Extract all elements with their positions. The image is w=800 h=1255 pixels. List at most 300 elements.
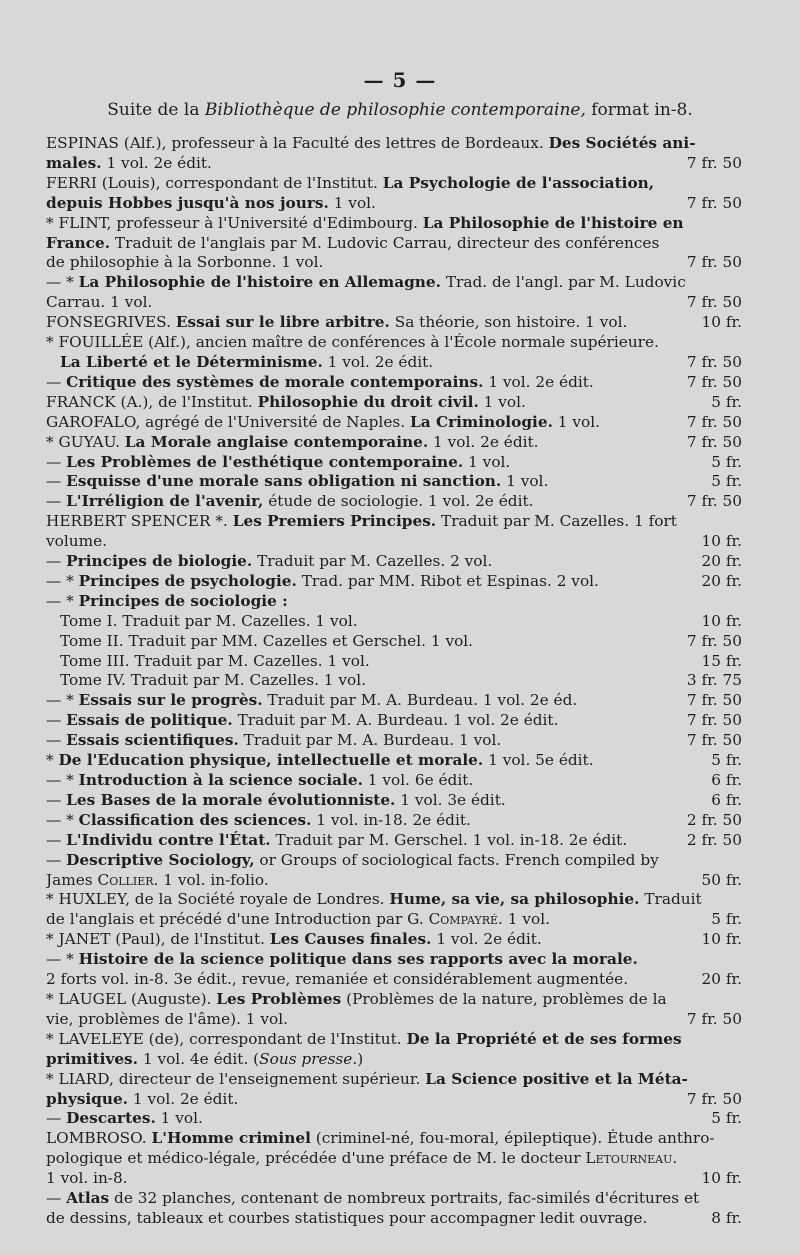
entry-text-part: 1 vol. [501, 472, 549, 491]
price: 20 fr. [701, 552, 742, 571]
entry-line [46, 1189, 742, 1209]
entry-text-part: * FOUILLÉE (Alf.), ancien maître de conférences à l'École normale supérieure. [46, 333, 659, 352]
price: 8 fr. [711, 1208, 742, 1227]
entry-line [46, 1090, 742, 1110]
price: 7 fr. 50 [686, 352, 742, 371]
entry-line [46, 632, 742, 652]
price: 7 fr. 50 [686, 253, 742, 272]
book-title: La Philosophie de l'histoire en Allemagne. [78, 273, 441, 292]
entry-text [46, 1189, 742, 1209]
entry-text-part: — [46, 711, 67, 730]
entry-text-part: 1 vol. 4e édit. ( [138, 1049, 260, 1068]
price: 5 fr. [711, 452, 742, 471]
book-title: Hume, sa vie, sa philosophie. [389, 890, 640, 909]
book-title: Essais scientifiques. [66, 731, 239, 750]
entry-text [46, 154, 681, 174]
entry-text [46, 851, 742, 871]
book-title: Principes de biologie. [66, 552, 253, 571]
price: 20 fr. [701, 571, 742, 590]
entry-text-part: 1 vol. 2e édit. [128, 1089, 239, 1108]
book-title: Les Problèmes de l'esthétique contemporaine. [66, 452, 464, 471]
entry-line [46, 592, 742, 612]
entry-line [46, 751, 742, 771]
entry-text-part: Traduit par M. Gerschel. 1 vol. in-18. 2e édit. [270, 830, 628, 849]
entry-text-part: Sous presse. [259, 1049, 358, 1068]
entry-text [46, 990, 742, 1010]
entry-text-part: vie, problèmes de l'âme). 1 vol. [46, 1009, 289, 1028]
catalogue-entry [46, 831, 742, 851]
entry-text-part: . 1 vol. in-folio. [153, 870, 269, 889]
book-title: Des Sociétés ani- [548, 134, 696, 152]
book-title: De l'Education physique, intellectuelle et morale. [58, 751, 484, 770]
entry-text-part: — [46, 452, 67, 471]
book-title: L'Irréligion de l'avenir, [66, 492, 264, 511]
entry-text-part: Trad. par MM. Ribot et Espinas. 2 vol. [296, 571, 599, 590]
book-title: Atlas [66, 1189, 110, 1208]
book-title: Introduction à la science sociale. [78, 771, 363, 789]
book-title: La Philosophie de l'histoire en [422, 213, 684, 232]
subtitle-after: format in-8. [585, 100, 693, 120]
entry-text-part: — [46, 850, 67, 869]
entry-line [46, 771, 742, 791]
entry-text-part: pologique et médico-légale, précédée d'une préface de M. le docteur [46, 1149, 586, 1168]
entry-text [46, 313, 696, 333]
entry-line [46, 711, 742, 731]
entry-text-part: Carrau. 1 vol. [46, 293, 153, 312]
entry-text-part: * FLINT, professeur à l'Université d'Edimbourg. [46, 213, 423, 232]
book-title: Les Premiers Principes. [232, 512, 437, 531]
price: 7 fr. 50 [686, 631, 742, 650]
entry-line [46, 1010, 742, 1030]
entry-text-part: Traduit par M. A. Burdeau. 1 vol. [238, 731, 502, 750]
entry-text [60, 652, 696, 672]
entry-text-part: — [46, 1189, 67, 1208]
entry-text [60, 353, 681, 373]
entry-text-part: Traduit par M. A. Burdeau. 1 vol. 2e édit. [232, 711, 559, 730]
entry-text [46, 453, 705, 473]
book-title: Les Problèmes [216, 989, 342, 1008]
catalogue-entry [46, 413, 742, 433]
entry-text [46, 811, 681, 831]
entry-text [46, 1109, 705, 1129]
book-title: La Psychologie de l'association, [382, 173, 655, 192]
entry-text [46, 711, 681, 731]
entry-text-part: ESPINAS (Alf.), professeur à la Faculté des lettres de Bordeaux. [46, 134, 549, 152]
author-name: Collier [97, 870, 154, 889]
entry-line [46, 273, 742, 293]
entry-text [46, 1050, 742, 1070]
price: 7 fr. 50 [686, 193, 742, 212]
entry-text-part: — * [46, 273, 79, 292]
entry-text [46, 472, 705, 492]
price: 6 fr. [711, 771, 742, 789]
catalogue-entry [46, 930, 742, 950]
price: 7 fr. 50 [686, 691, 742, 710]
entry-line [46, 492, 742, 512]
catalogue-entry [46, 890, 742, 930]
book-title: depuis Hobbes jusqu'à nos jours. [46, 193, 329, 212]
price: 7 fr. 50 [686, 1009, 742, 1028]
catalogue-entry [46, 492, 742, 512]
price: 7 fr. 50 [686, 293, 742, 312]
entry-text [46, 293, 681, 313]
book-title: La Morale anglaise contemporaine. [124, 432, 429, 451]
entry-line [46, 731, 742, 751]
catalogue-entry [46, 453, 742, 473]
entry-line [46, 1209, 742, 1229]
price: 10 fr. [701, 930, 742, 949]
entry-line [46, 1070, 742, 1090]
entry-text [46, 393, 705, 413]
entry-line [46, 970, 742, 990]
entry-text [46, 1169, 696, 1189]
entry-line [46, 194, 742, 214]
book-title: males. [46, 153, 102, 172]
entry-text-part: 1 vol. 2e édit. [431, 930, 542, 949]
catalogue-entry [46, 572, 742, 592]
entry-line [46, 134, 742, 154]
entry-text-part: * LAVELEYE (de), correspondant de l'Institut. [46, 1029, 407, 1048]
entry-line [46, 253, 742, 273]
entry-line [46, 234, 742, 254]
catalogue-entry [46, 592, 742, 692]
entry-text-part: 1 vol. 5e édit. [483, 751, 594, 770]
entry-text-part: — * [46, 950, 79, 969]
page-subtitle [0, 100, 800, 120]
entry-line [46, 433, 742, 453]
price: 5 fr. [711, 751, 742, 770]
catalogue-entry [46, 990, 742, 1030]
catalogue-entry [46, 214, 742, 274]
entry-text-part: 1 vol. 2e édit. [322, 352, 434, 371]
entry-text-part: Traduit [639, 890, 702, 909]
entry-text-part: (criminel-né, fou-moral, épileptique). Étude anthro- [310, 1129, 715, 1148]
entry-text-part: 1 vol. 2e édit. [101, 153, 212, 172]
entry-line [46, 612, 742, 632]
entry-text-part: — * [46, 591, 79, 610]
entry-line [46, 1109, 742, 1129]
entry-line [46, 413, 742, 433]
book-title: La Criminologie. [409, 412, 553, 431]
book-title: physique. [46, 1089, 129, 1108]
entry-line [46, 154, 742, 174]
entry-text-part: Traduit par M. A. Burdeau. 1 vol. 2e éd. [262, 691, 578, 710]
entry-text-part: — * [46, 810, 79, 829]
subtitle-series-title: Bibliothèque de philosophie contemporaine, [204, 100, 586, 120]
entry-text [46, 1149, 742, 1169]
catalogue-entry [46, 771, 742, 791]
entry-line [46, 851, 742, 871]
entry-text-part: — [46, 731, 67, 750]
entry-text [46, 1010, 681, 1030]
entry-line [46, 910, 742, 930]
entry-text-part: — [46, 492, 67, 511]
entry-text-part: volume. [46, 532, 108, 551]
entry-text-part: Traduit par M. Cazelles. 1 fort [436, 512, 677, 531]
subtitle-before: Suite de la [107, 100, 205, 120]
entry-text [60, 671, 681, 691]
catalogue-entry [46, 512, 742, 552]
entry-text-part: (Problèmes de la nature, problèmes de la [341, 989, 667, 1008]
entry-text [46, 512, 742, 532]
entry-text-part: FONSEGRIVES. [46, 313, 176, 332]
entry-text [46, 234, 742, 254]
entry-text-part: Sa théorie, son histoire. 1 vol. [389, 313, 628, 332]
entry-text-part: 1 vol. 2e édit. [483, 372, 594, 391]
entry-line [46, 572, 742, 592]
catalogue-entry [46, 393, 742, 413]
catalogue-entry [46, 811, 742, 831]
price: 7 fr. 50 [686, 432, 742, 451]
catalogue-entry [46, 1070, 742, 1110]
entry-text-part: * LIARD, directeur de l'enseignement supérieur. [46, 1069, 426, 1088]
entry-text [46, 1129, 742, 1149]
book-title: La Liberté et le Déterminisme. [60, 352, 323, 371]
entry-line [46, 393, 742, 413]
book-title: Les Causes finales. [269, 930, 432, 949]
book-title: La Science positive et la Méta- [425, 1069, 688, 1088]
book-title: Philosophie du droit civil. [257, 392, 479, 411]
price: 5 fr. [711, 472, 742, 491]
entry-line [46, 831, 742, 851]
entry-text-part: . 1 vol. [498, 910, 550, 929]
entry-text [46, 970, 696, 990]
book-title: Essais de politique. [66, 711, 233, 730]
catalogue-entry [46, 1189, 742, 1229]
entry-text-part: — [46, 830, 67, 849]
price: 7 fr. 50 [686, 1089, 742, 1108]
entry-line [46, 472, 742, 492]
entry-line [46, 313, 742, 333]
entry-text-part: * LAUGEL (Auguste). [46, 989, 217, 1008]
book-title: L'Individu contre l'État. [66, 830, 271, 849]
catalogue-entry [46, 552, 742, 572]
entry-line [46, 691, 742, 711]
entry-text-part: Traduit de l'anglais par M. Ludovic Carrau, directeur des conférences [110, 233, 660, 252]
price: 10 fr. [701, 313, 742, 332]
catalogue-entry [46, 333, 742, 373]
entry-text-part: ) [357, 1049, 364, 1068]
book-title: Histoire de la science politique dans ses rapports avec la morale. [78, 950, 638, 969]
entry-text-part: — * [46, 691, 79, 710]
catalogue-entry [46, 950, 742, 990]
entry-text [46, 134, 742, 154]
catalogue-entry [46, 174, 742, 214]
entry-text [46, 1070, 742, 1090]
entry-text-part: Traduit par M. Cazelles. 2 vol. [252, 552, 493, 571]
entry-text-part: — [46, 552, 67, 571]
entry-text-part: de 32 planches, contenant de nombreux portraits, fac-similés d'écritures et [109, 1189, 700, 1208]
entry-text-part: James [46, 870, 98, 889]
entry-text [46, 890, 742, 910]
entry-text [46, 214, 742, 234]
entry-text-part: — [46, 1109, 67, 1128]
entry-text [46, 572, 696, 592]
entry-line [46, 1169, 742, 1189]
price: 7 fr. 50 [686, 492, 742, 511]
catalogue-entry [46, 1109, 742, 1129]
entry-text-part: Trad. de l'angl. par M. Ludovic [440, 273, 686, 292]
entry-text [46, 194, 681, 214]
book-title: Descartes. [66, 1109, 156, 1128]
entry-line [46, 293, 742, 313]
entry-line [46, 333, 742, 353]
entry-text-part: Tome II. Traduit par MM. Cazelles et Gerschel. 1 vol. [60, 631, 474, 650]
entry-text [46, 771, 705, 791]
book-title: De la Propriété et de ses formes [406, 1029, 682, 1048]
entry-text [46, 871, 696, 891]
entry-line [46, 930, 742, 950]
entry-text-part: — * [46, 771, 79, 789]
entry-text-part: — [46, 790, 67, 809]
entry-line [46, 373, 742, 393]
entry-text-part: . [672, 1149, 678, 1168]
book-title: primitives. [46, 1049, 138, 1068]
price: 5 fr. [711, 910, 742, 929]
entry-text [46, 1209, 705, 1229]
entry-text [46, 492, 681, 512]
entry-line [46, 811, 742, 831]
entry-text [46, 174, 742, 194]
entry-line [46, 671, 742, 691]
catalogue-entry [46, 373, 742, 393]
catalogue-entry [46, 731, 742, 751]
price: 50 fr. [701, 870, 742, 889]
entry-line [46, 214, 742, 234]
entry-text-part: — [46, 372, 67, 391]
entry-text [46, 950, 742, 970]
catalogue-entry [46, 1030, 742, 1070]
price: 20 fr. [701, 970, 742, 989]
catalogue-entry [46, 273, 742, 313]
page-number: — 5 — [363, 68, 437, 92]
entry-text-part: or Groups of sociological facts. French compiled by [254, 850, 659, 869]
price: 7 fr. 50 [686, 711, 742, 730]
entry-text-part: 1 vol. [155, 1109, 203, 1128]
entry-text-part: * JANET (Paul), de l'Institut. [46, 930, 270, 949]
entry-line [46, 871, 742, 891]
book-title: Les Bases de la morale évolutionniste. [66, 790, 396, 809]
catalogue-entry [46, 1129, 742, 1189]
price: 3 fr. 75 [686, 671, 742, 690]
entry-text-part: 1 vol. in-18. 2e édit. [311, 810, 471, 829]
catalogue-entry [46, 691, 742, 711]
entry-text-part: 1 vol. [328, 193, 376, 212]
entry-text [46, 791, 705, 811]
author-name: Letourneau [585, 1149, 673, 1168]
entry-text [46, 373, 681, 393]
catalogue-entry [46, 134, 742, 174]
entry-text [46, 552, 696, 572]
entry-line [46, 1050, 742, 1070]
book-title: Esquisse d'une morale sans obligation ni sanction. [66, 472, 502, 491]
entry-text-part: Tome III. Traduit par M. Cazelles. 1 vol. [60, 651, 370, 670]
entry-text-part: 1 vol. 6e édit. [362, 771, 474, 789]
catalogue-entry [46, 791, 742, 811]
price: 7 fr. 50 [686, 412, 742, 431]
entry-text [46, 1030, 742, 1050]
entry-text-part: FRANCK (A.), de l'Institut. [46, 392, 258, 411]
entry-text [46, 910, 705, 930]
catalogue-entry [46, 472, 742, 492]
entry-text [46, 731, 681, 751]
entry-text-part: * [46, 751, 59, 770]
price: 7 fr. 50 [686, 731, 742, 750]
catalogue-list [46, 134, 742, 1229]
entry-text [46, 333, 742, 353]
entry-text-part: de l'anglais et précédé d'une Introduction par G. [46, 910, 429, 929]
entry-text-part: de dessins, tableaux et courbes statistiques pour accompagner ledit ouvrage. [46, 1208, 648, 1227]
entry-text-part: * GUYAU. [46, 432, 125, 451]
price: 2 fr. 50 [686, 830, 742, 849]
book-title: Principes de sociologie : [78, 591, 288, 610]
entry-text-part: étude de sociologie. 1 vol. 2e édit. [263, 492, 534, 511]
entry-text [46, 930, 696, 950]
entry-text [46, 433, 681, 453]
entry-text-part: Tome IV. Traduit par M. Cazelles. 1 vol. [60, 671, 366, 690]
entry-text-part: 1 vol. 2e édit. [428, 432, 539, 451]
entry-line [46, 552, 742, 572]
price: 15 fr. [701, 651, 742, 670]
entry-text-part: 1 vol. 3e édit. [395, 790, 506, 809]
entry-text [46, 751, 705, 771]
entry-text-part: 2 forts vol. in-8. 3e édit., revue, remaniée et considérablement augmentée. [46, 970, 629, 989]
catalogue-entry [46, 433, 742, 453]
entry-line [46, 1129, 742, 1149]
price: 10 fr. [701, 1169, 742, 1188]
price: 7 fr. 50 [686, 372, 742, 391]
entry-line [46, 990, 742, 1010]
entry-text-part: GAROFALO, agrégé de l'Université de Naples. [46, 412, 410, 431]
entry-text [46, 592, 742, 612]
book-title: Essai sur le libre arbitre. [175, 313, 390, 332]
entry-text-part: — * [46, 571, 79, 590]
book-title: France. [46, 233, 111, 252]
entry-text [46, 532, 696, 552]
price: 6 fr. [711, 790, 742, 809]
entry-text-part: Tome I. Traduit par M. Cazelles. 1 vol. [60, 611, 358, 630]
entry-text-part: de philosophie à la Sorbonne. 1 vol. [46, 253, 324, 272]
price: 10 fr. [701, 611, 742, 630]
price: 5 fr. [711, 392, 742, 411]
entry-text [46, 1090, 681, 1110]
book-title: Principes de psychologie. [78, 571, 297, 590]
price: 2 fr. 50 [686, 810, 742, 829]
price: 7 fr. 50 [686, 153, 742, 172]
catalogue-entry [46, 751, 742, 771]
entry-text-part: 1 vol. [463, 452, 511, 471]
entry-text-part: — [46, 472, 67, 491]
price: 10 fr. [701, 532, 742, 551]
entry-text-part: HERBERT SPENCER *. [46, 512, 233, 531]
book-title: Essais sur le progrès. [78, 691, 263, 710]
entry-line [46, 1149, 742, 1169]
author-name: Compayré [428, 910, 499, 929]
entry-text [46, 253, 681, 273]
entry-line [46, 512, 742, 532]
entry-line [46, 791, 742, 811]
entry-line [46, 453, 742, 473]
book-title: Classification des sciences. [78, 810, 312, 829]
entry-text-part: * HUXLEY, de la Société royale de Londres. [46, 890, 390, 909]
price: 5 fr. [711, 1109, 742, 1128]
entry-line [46, 890, 742, 910]
entry-line [46, 532, 742, 552]
entry-line [46, 1030, 742, 1050]
entry-text [46, 273, 742, 293]
book-title: Critique des systèmes de morale contemporains. [66, 372, 484, 391]
entry-text-part: 1 vol. [478, 392, 526, 411]
